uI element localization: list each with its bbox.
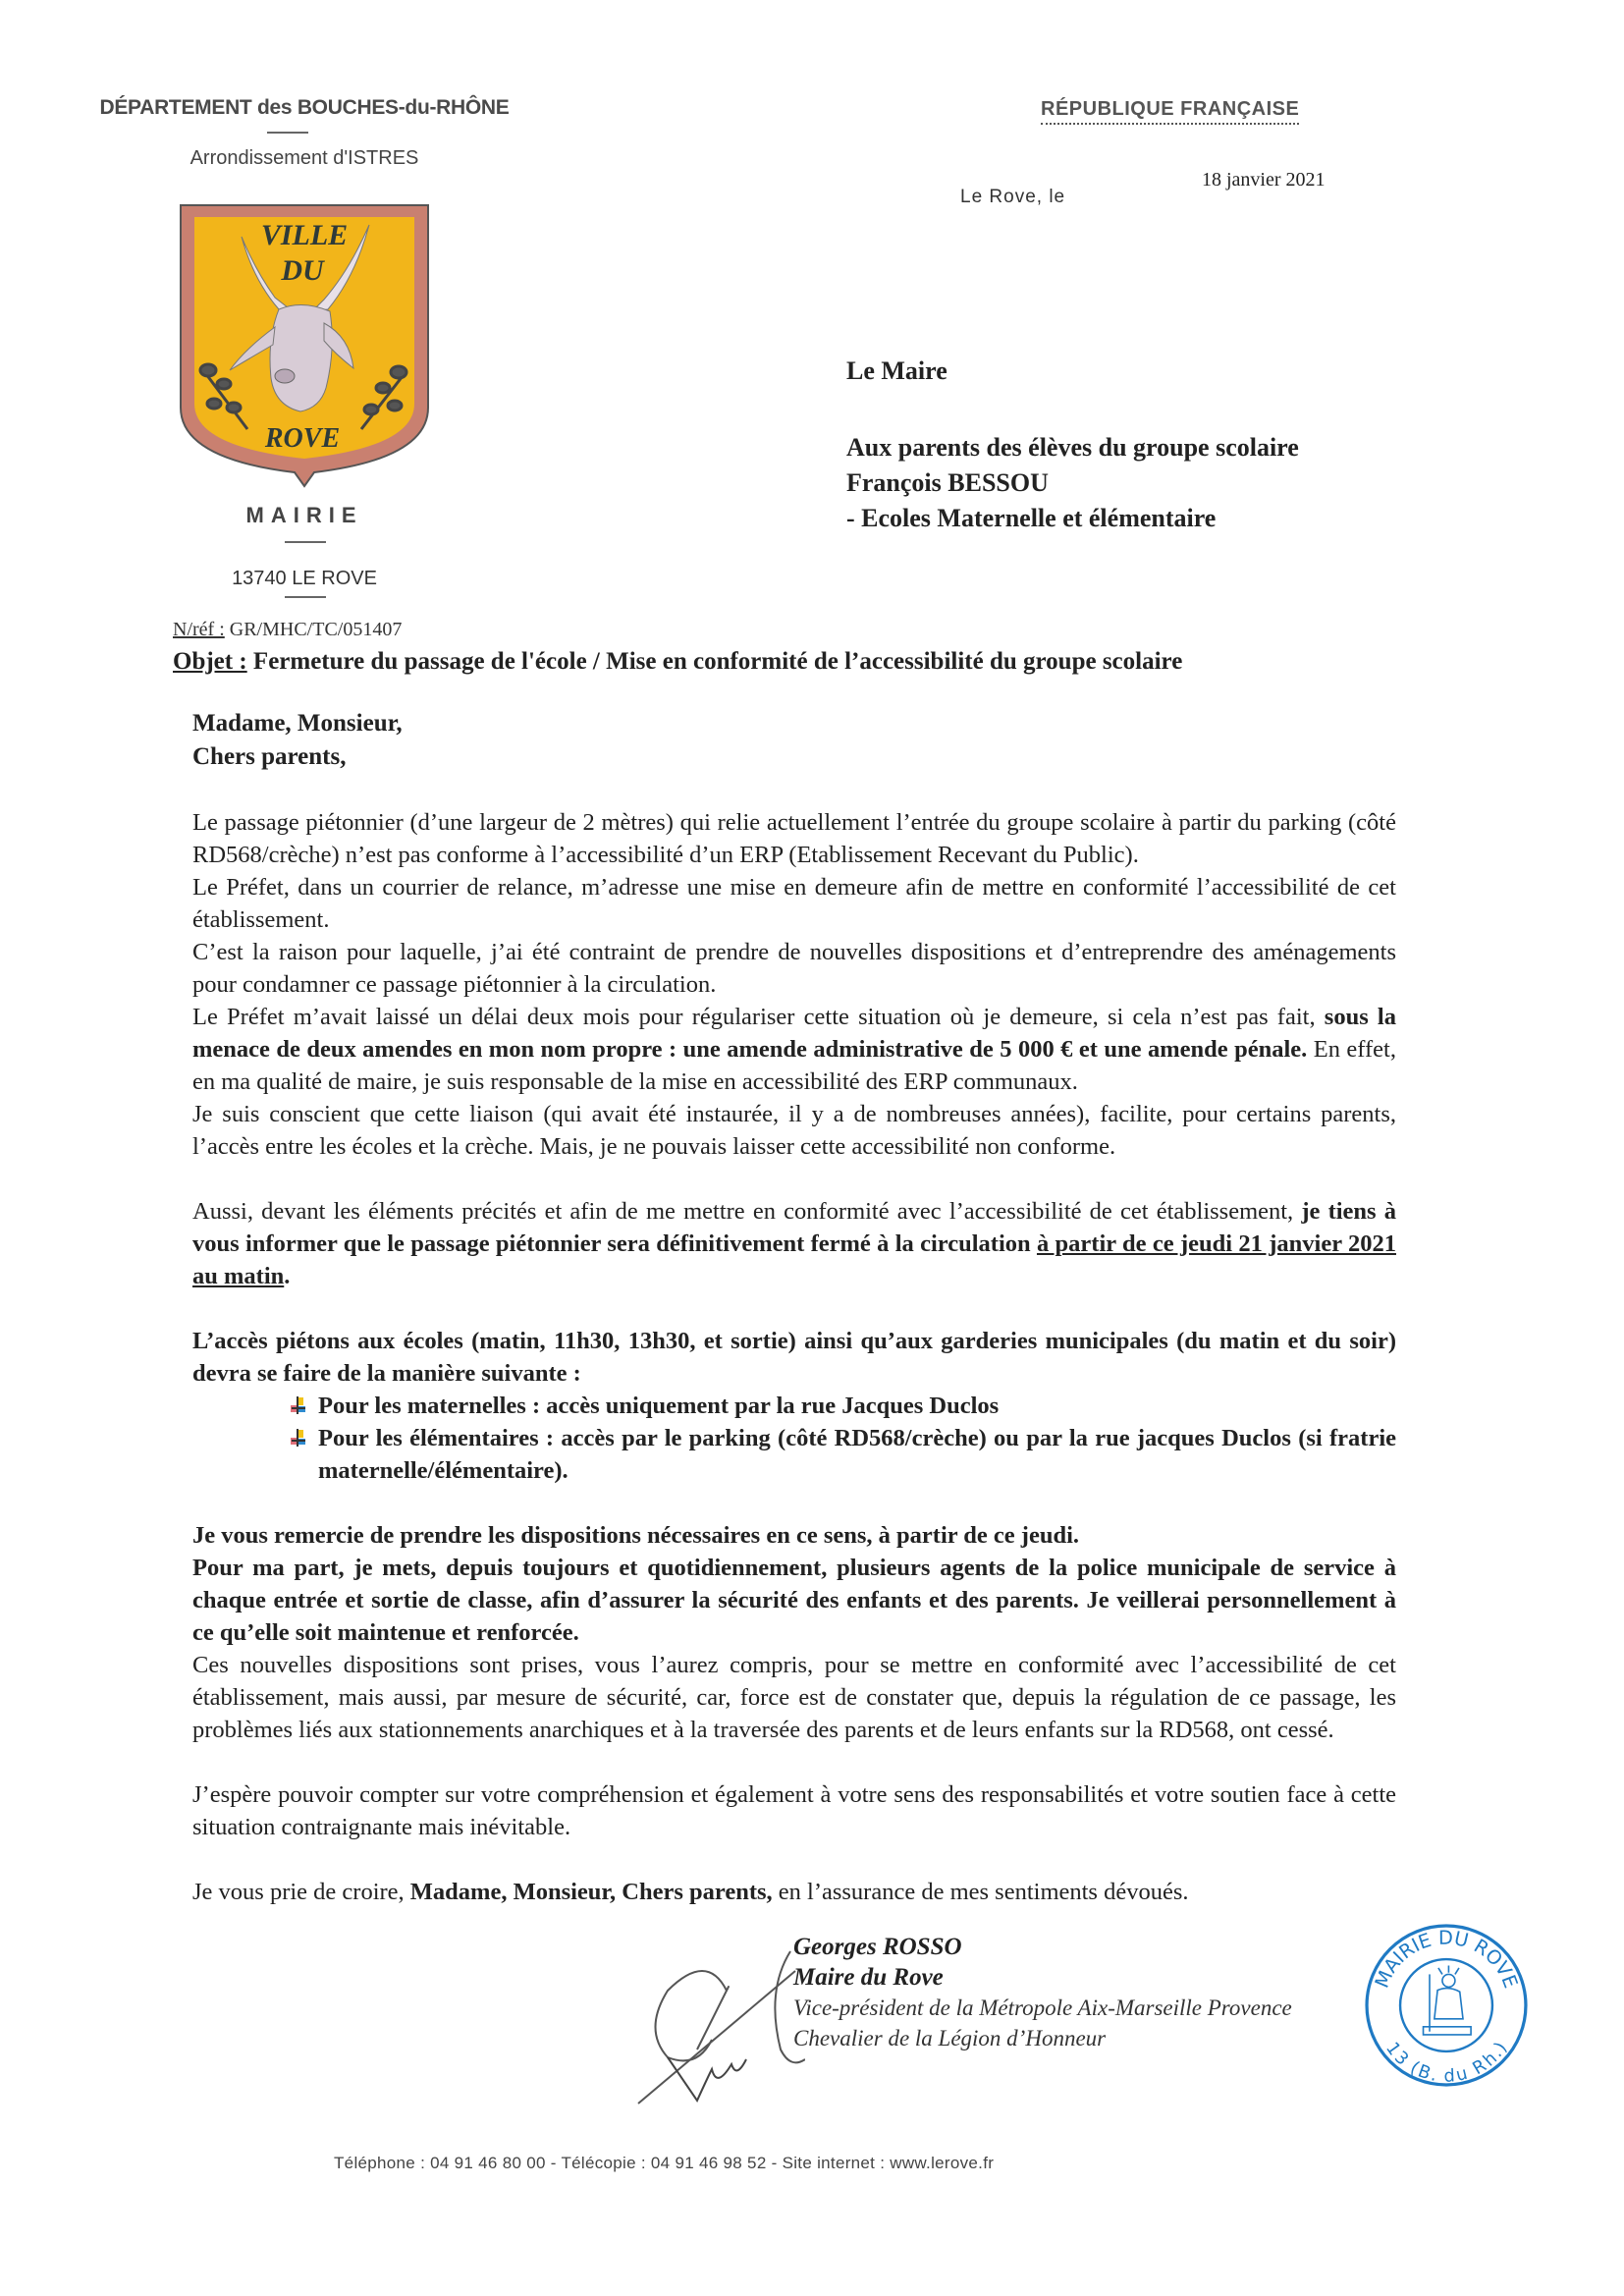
list-item-text: Pour les maternelles : accès uniquement par la rue Jacques Duclos	[318, 1393, 1000, 1419]
paragraph	[192, 1001, 1396, 1098]
signatory-role: Vice-président de la Métropole Aix-Marseille Provence	[793, 1995, 1292, 2020]
signatory-role: Chevalier de la Légion d’Honneur	[793, 2026, 1107, 2050]
text-run: Le Préfet m’avait laissé un délai deux mois pour régulariser cette situation où je demeure, si cela n’est pas fait,	[192, 1004, 1325, 1030]
text-run: en l’assurance de mes sentiments dévoués.	[772, 1879, 1189, 1905]
recipient-line: - Ecoles Maternelle et élémentaire	[846, 504, 1217, 532]
paragraph: Je suis conscient que cette liaison (qui avait été instaurée, il y a de nombreuses années), facilite, pour certains parents, l’accès entre les écoles et la crèche. Mais, je ne pouvais laisser cette accessibilité non conforme.	[192, 1101, 1396, 1160]
access-list	[192, 1390, 1396, 1487]
crest-text-du: DU	[281, 254, 324, 287]
salutation	[192, 707, 1396, 774]
subject-value: Fermeture du passage de l'école / Mise en conformité de l’accessibilité du groupe scolaire	[252, 648, 1183, 675]
closure-date: à partir de ce jeudi 21 janvier 2021 au matin	[192, 1230, 1396, 1289]
stamp-text-top: MAIRIE DU ROVE	[1370, 1926, 1523, 1992]
signature-block	[793, 1932, 1292, 2053]
official-stamp	[1363, 1922, 1530, 2089]
reference-line	[173, 617, 1400, 642]
salutation-line: Madame, Monsieur,	[192, 710, 403, 737]
bullet-cross-icon	[289, 1396, 306, 1414]
recipient-block	[846, 354, 1299, 536]
closing-line	[192, 1876, 1396, 1908]
signature-row	[173, 1922, 1523, 2143]
mairie-label: MAIRIE	[245, 503, 363, 527]
city-crest-logo	[177, 201, 432, 488]
salutation-line: Chers parents,	[192, 743, 347, 770]
list-item	[289, 1390, 1396, 1422]
contact-footer: Téléphone : 04 91 46 80 00 - Télécopie : 04 91 46 98 52 - Site internet : www.lerove.fr	[334, 2154, 995, 2172]
divider	[267, 132, 308, 134]
crest-text-rove: ROVE	[264, 423, 341, 454]
subject-label: Objet :	[173, 648, 247, 675]
recipient-line: François BESSOU	[846, 468, 1049, 497]
crest-text-ville: VILLE	[260, 219, 349, 251]
signatory-title: Maire du Rove	[793, 1964, 944, 1991]
stamp-text-bottom: 13 (B. du Rh.)	[1381, 2038, 1512, 2087]
paragraph: Le passage piétonnier (d’une largeur de 2 mètres) qui relie actuellement l’entrée du groupe scolaire à partir du parking (côté RD568/crèche) n’est pas conforme à l’accessibilité d’un ERP (Etablissement Recevant du Public).	[192, 809, 1396, 868]
department-heading: DÉPARTEMENT des BOUCHES-du-RHÔNE	[99, 96, 510, 119]
divider	[285, 541, 326, 543]
handwritten-signature	[589, 1932, 805, 2108]
paragraph: Ces nouvelles dispositions sont prises, vous l’aurez compris, pour se mettre en conformité avec l’accessibilité de cet établissement, mais aussi, par mesure de sécurité, car, force est de constater que, depuis la régulation de ce passage, les problèmes liés aux stationnements anarchiques et à la traversée des parents et de leurs enfants sur la RD568, ont cessé.	[192, 1652, 1396, 1743]
paragraph: Je vous remercie de prendre les dispositions nécessaires en ce sens, à partir de ce jeudi.	[192, 1522, 1080, 1549]
signatory-name: Georges ROSSO	[793, 1934, 962, 1960]
letter-main	[173, 617, 1523, 2174]
paragraph: J’espère pouvoir compter sur votre compréhension et également à votre sens des responsabilités et votre soutien face à cette situation contraignante mais inévitable.	[192, 1781, 1396, 1840]
text-run: Aussi, devant les éléments précités et afin de me mettre en conformité avec l’accessibilité de cet établissement,	[192, 1198, 1302, 1225]
marianne-statue-icon	[1424, 1966, 1472, 2035]
subject-line	[173, 646, 1400, 678]
recipient-line: Aux parents des élèves du groupe scolaire	[846, 433, 1299, 462]
paragraph	[192, 1195, 1396, 1292]
letter-body	[173, 707, 1396, 1908]
text-run: Je vous prie de croire,	[192, 1879, 410, 1905]
dateline	[960, 169, 1373, 208]
paragraph: C’est la raison pour laquelle, j’ai été contraint de prendre de nouvelles dispositions et d’entreprendre des aménagements pour condamner ce passage piétonnier à la circulation.	[192, 939, 1396, 998]
republic-heading: RÉPUBLIQUE FRANÇAISE	[1041, 98, 1299, 125]
sender-title: Le Maire	[846, 356, 947, 385]
letter-date: 18 janvier 2021	[1202, 169, 1326, 191]
text-run: En effet, en ma qualité de maire, je suis responsable de la mise en accessibilité des ERP communaux.	[192, 1036, 1396, 1095]
list-item-text: Pour les élémentaires : accès par le parking (côté RD568/crèche) ou par la rue jacques Duclos (si fratrie maternelle/élémentaire).	[318, 1425, 1396, 1484]
divider	[285, 596, 326, 598]
paragraph: L’accès piétons aux écoles (matin, 11h30, 13h30, et sortie) ainsi qu’aux garderies municipales (du matin et du soir) devra se faire de la manière suivante :	[192, 1328, 1396, 1387]
paragraph: Pour ma part, je mets, depuis toujours et quotidiennement, plusieurs agents de la police municipale de service à chaque entrée et sortie de classe, afin d’assurer la sécurité des enfants et des parents. Je veillerai personnellement à ce qu’elle soit maintenue et renforcée.	[192, 1555, 1396, 1646]
paragraph: Le Préfet, dans un courrier de relance, m’adresse une mise en demeure afin de mettre en conformité l’accessibilité de cet établissement.	[192, 874, 1396, 933]
bullet-cross-icon	[289, 1429, 306, 1447]
reference-label: N/réf :	[173, 619, 225, 640]
closure-notice: je tiens à vous informer que le passage piétonnier sera définitivement fermé à la circulation	[192, 1198, 1396, 1257]
list-item	[289, 1422, 1396, 1487]
arrondissement-label: Arrondissement d'ISTRES	[189, 147, 419, 169]
postal-address: 13740 LE ROVE	[232, 568, 377, 589]
text-run: .	[284, 1263, 291, 1289]
text-run: Madame, Monsieur, Chers parents,	[409, 1879, 773, 1905]
place-label: Le Rove, le	[960, 187, 1066, 207]
fine-warning: sous la menace de deux amendes en mon nom propre : une amende administrative de 5 000 € et une amende pénale.	[192, 1004, 1396, 1063]
reference-value: GR/MHC/TC/051407	[229, 619, 403, 640]
